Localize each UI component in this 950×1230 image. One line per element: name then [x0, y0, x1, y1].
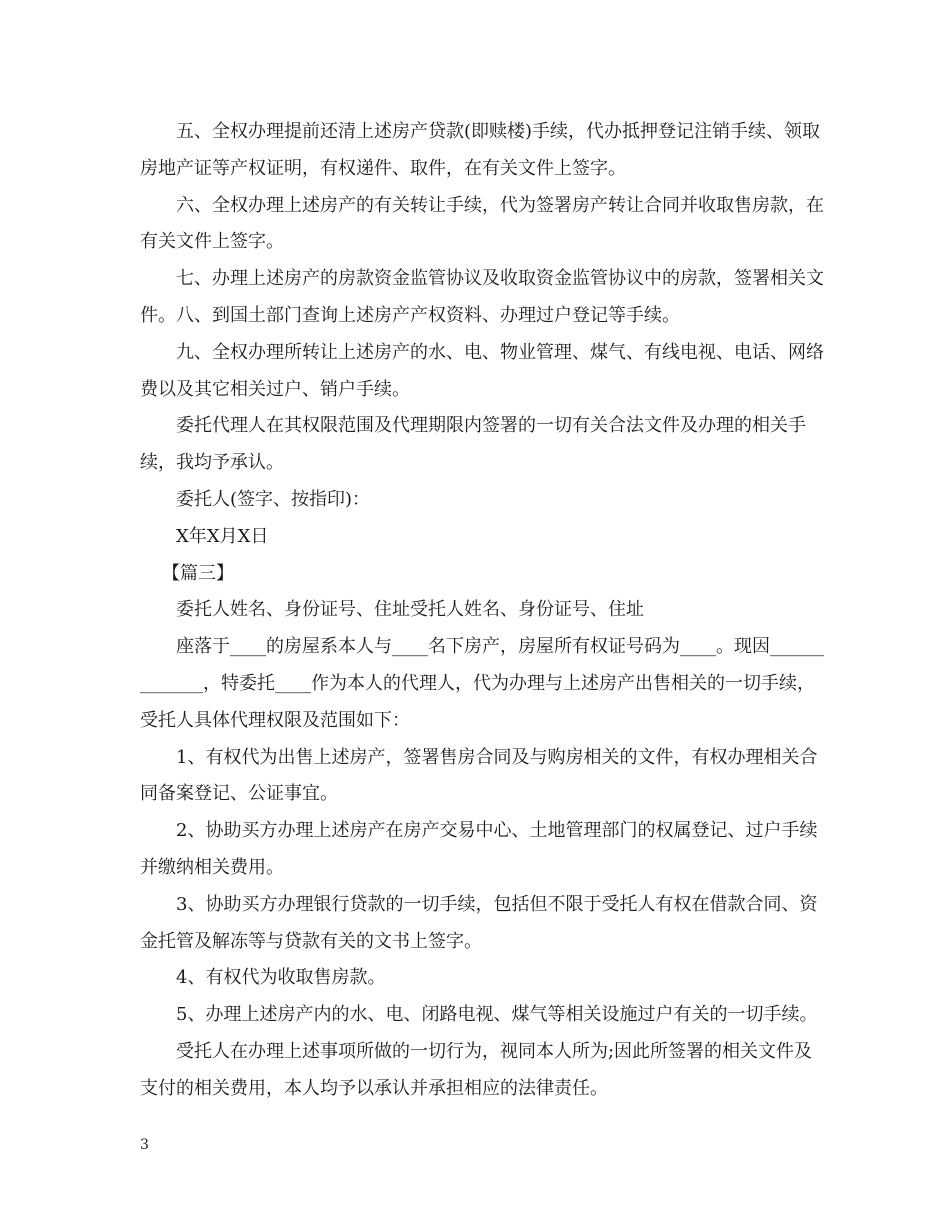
paragraph-item-6: 六、全权办理上述房产的有关转让手续，代为签署房产转让合同并收取售房款，在有关文件上签字。 — [140, 194, 824, 253]
paragraph-item-5: 五、全权办理提前还清上述房产贷款(即赎楼)手续，代办抵押登记注销手续、领取房地产证等产权证明，有权递件、取件，在有关文件上签字。 — [140, 121, 821, 179]
authority-item-1: 1、有权代为出售上述房产，签署售房合同及与购房相关的文件，有权办理相关合同备案登记、公证事宜。 — [140, 746, 818, 805]
authority-item-2: 2、协助买方办理上述房产在房产交易中心、土地管理部门的权属登记、过户手续并缴纳相关费用。 — [140, 820, 818, 878]
signature-line: 委托人(签字、按指印)： — [176, 488, 371, 510]
parties-line: 委托人姓名、身份证号、住址受托人姓名、身份证号、住址 — [176, 599, 644, 621]
property-statement: 座落于____的房屋系本人与____名下房产，房屋所有权证号码为____。现因_____________，特委托____作为本人的代理人，代为办理与上述房产出售相关的一切手续，受托人具体代理权限及范围如下： — [140, 636, 824, 731]
section-heading: 【篇三】 — [162, 562, 234, 584]
authority-item-3: 3、协助买方办理银行贷款的一切手续，包括但不限于受托人有权在借款合同、资金托管及解冻等与贷款有关的文书上签字。 — [140, 893, 818, 952]
paragraph-acknowledgement: 委托代理人在其权限范围及代理期限内签署的一切有关合法文件及办理的相关手续，我均予承认。 — [140, 415, 806, 474]
date-line: X年X月X日 — [176, 525, 269, 547]
authority-item-5: 5、办理上述房产内的水、电、闭路电视、煤气等相关设施过户有关的一切手续。 — [176, 1004, 818, 1026]
authority-item-4: 4、有权代为收取售房款。 — [176, 967, 386, 989]
page-number: 3 — [140, 1137, 149, 1153]
paragraph-item-7-8: 七、办理上述房产的房款资金监管协议及收取资金监管协议中的房款，签署相关文件。八、到国土部门查询上述房产产权资料、办理过户登记等手续。 — [140, 268, 824, 326]
paragraph-item-9: 九、全权办理所转让上述房产的水、电、物业管理、煤气、有线电视、电话、网络费以及其它相关过户、销户手续。 — [140, 341, 824, 400]
document-body — [140, 114, 830, 1108]
liability-statement: 受托人在办理上述事项所做的一切行为，视同本人所为;因此所签署的相关文件及支付的相关费用，本人均予以承认并承担相应的法律责任。 — [140, 1040, 813, 1099]
